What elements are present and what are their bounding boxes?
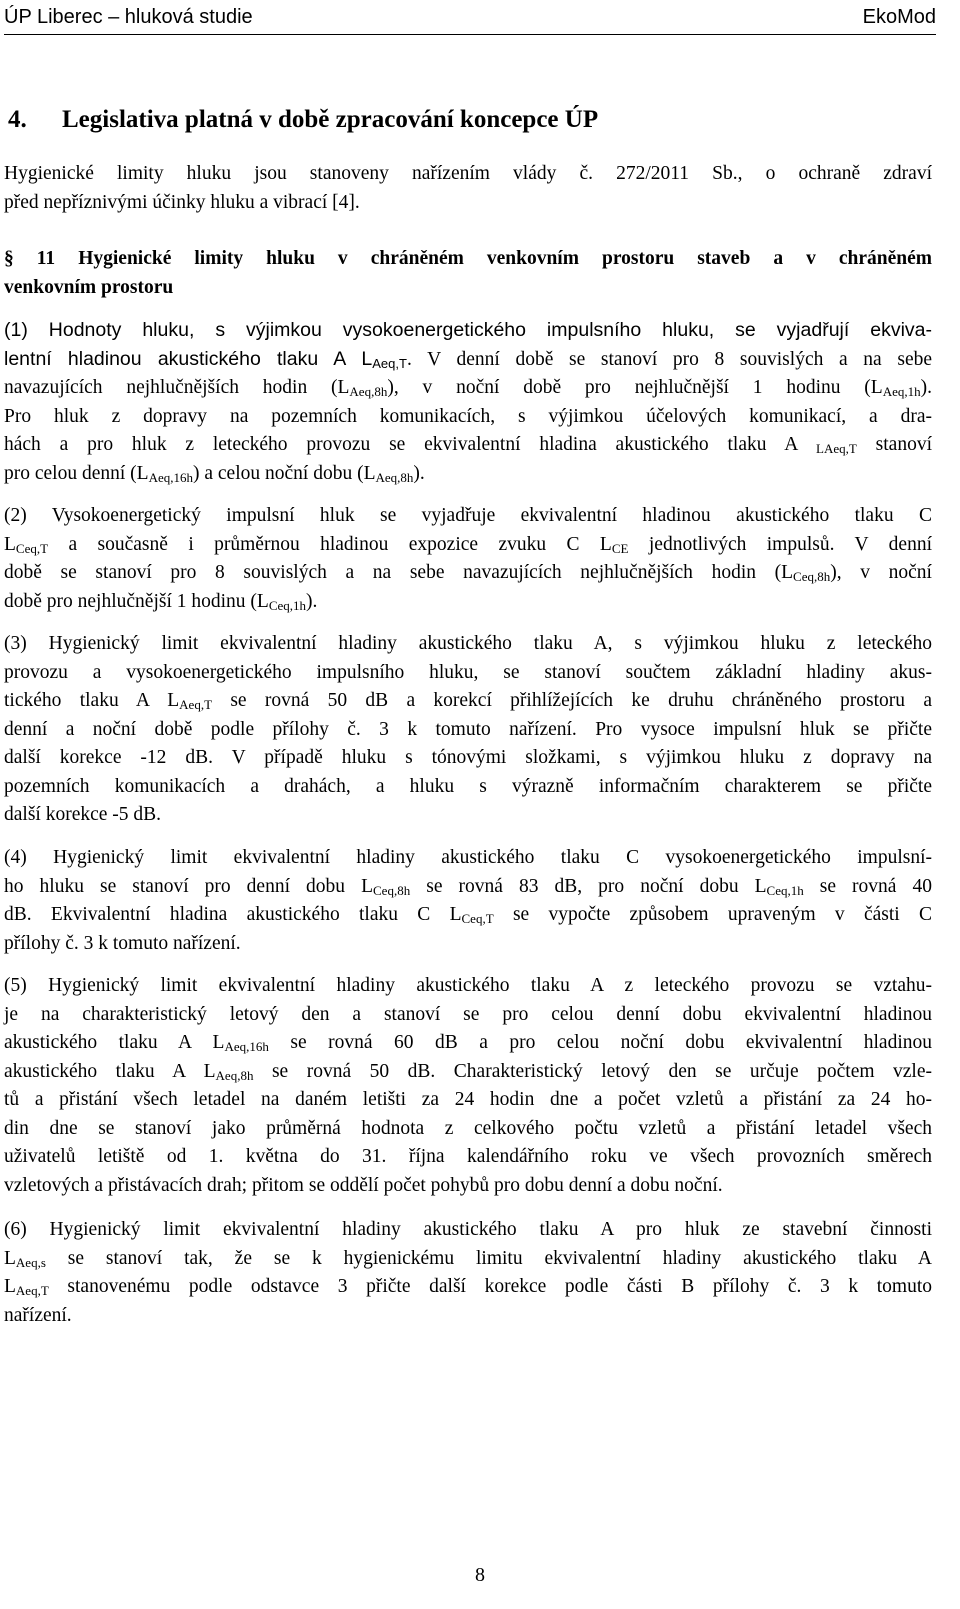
p6-line: nařízení. <box>4 1304 72 1326</box>
p6-line: (6) Hygienický limit ekvivalentní hladiny akustického tlaku A pro hluk ze stavební činnosti <box>4 1219 932 1240</box>
intro-line: před nepříznivými účinky hluku a vibrací [4]. <box>4 191 360 213</box>
p6-line: $L_{Aeq,s}$ se stanoví tak, že se k hygienickému limitu ekvivalentní hladiny akustického tlaku A <box>4 1247 932 1270</box>
p4-line: dB. Ekvivalentní hladina akustického tlaku C $L_{Ceq,T}$ se vypočte způsobem upraveným v části C <box>4 904 933 926</box>
p5-line: je na charakteristický letový den a stanoví se pro celou denní dobu ekvivalentní hladinou <box>4 1003 932 1025</box>
paragraph-4 <box>4 844 932 958</box>
p3-line: denní a noční době podle přílohy č. 3 k tomuto nařízení. Pro vysoce impulsní hluk se přičte <box>4 718 932 740</box>
p5-line: akustického tlaku A $L_{Aeq,8h}$ se rovná 50 dB. Charakteristický letový den se určuje počtem vzle- <box>4 1060 932 1083</box>
p2-line: době pro nejhlučnější 1 hodinu $(L_{Ceq,1h})$. <box>4 590 318 613</box>
p4-line: ho hluku se stanoví pro denní dobu $L_{Ceq,8h}$ se rovná 83 dB, pro noční dobu $L_{Ceq,1h}$ se rovná 40 <box>4 875 932 898</box>
p2-line: (2) Vysokoenergetický impulsní hluk se vyjadřuje ekvivalentní hladinou akustického tlaku C <box>4 505 932 526</box>
p4-line: přílohy č. 3 k tomuto nařízení. <box>4 932 241 954</box>
p6-line: $L_{Aeq,T}$ stanovenému podle odstavce 3 přičte další korekce podle části B přílohy č. 3 k tomuto <box>4 1276 932 1298</box>
header-title: ÚP Liberec – hluková studie <box>4 6 253 28</box>
p2-line: $L_{Ceq,T}$ a současně i průměrnou hladinou expozice zvuku C $L_{CE}$ jednotlivých impulsů. V denní <box>4 533 932 556</box>
heading-number: 4. <box>8 106 27 133</box>
p3-line: tického tlaku A $L_{Aeq,T}$ se rovná 50 dB a korekcí přihlížejících ke druhu chráněného prostoru a <box>4 690 932 712</box>
header-brand: EkoMod <box>862 6 936 28</box>
p5-line: akustického tlaku A $L_{Aeq,16h}$ se rovná 60 dB a pro celou noční dobu ekvivalentní hladinou <box>4 1032 932 1054</box>
p3-line: provozu a vysokoenergetického impulsního hluku, se stanoví součtem základní hladiny akus- <box>4 661 932 683</box>
heading-title: Legislativa platná v době zpracování koncepce ÚP <box>62 106 599 133</box>
p1-line: pro celou denní $(L_{Aeq,16h})$ a celou noční dobu $(L_{Aeq,8h})$. <box>4 462 425 485</box>
p1-line: (1) Hodnoty hluku, s výjimkou vysokoenergetického impulsního hluku, se vyjadřují ekviva- <box>4 319 932 341</box>
section-title-line: venkovním prostoru <box>4 276 174 298</box>
page-header <box>4 4 936 35</box>
intro-paragraph <box>4 160 932 217</box>
paragraph-3 <box>4 630 932 830</box>
section-title-line: § 11 Hygienické limity hluku v chráněném venkovním prostoru staveb a v chráněném <box>4 248 932 269</box>
p1-line: lentní hladinou akustického tlaku A $L_{Aeq,T}$. V denní době se stanoví pro 8 souvislých a na sebe <box>4 347 932 371</box>
paragraph-1 <box>4 316 932 488</box>
page-number: 8 <box>475 1564 485 1586</box>
p3-line: další korekce -12 dB. V případě hluku s tónovými složkami, s výjimkou hluku z dopravy na <box>4 747 932 768</box>
paragraph-section-title <box>4 245 932 302</box>
p4-line: (4) Hygienický limit ekvivalentní hladiny akustického tlaku C vysokoenergetického impulsní- <box>4 847 932 868</box>
p5-line: vzletových a přistávacích drah; přitom se oddělí počet pohybů pro dobu denní a dobu noční. <box>4 1174 723 1196</box>
p3-line: pozemních komunikacích a drahách, a hluku s výrazně informačním charakterem se přičte <box>4 775 932 797</box>
p3-line: (3) Hygienický limit ekvivalentní hladiny akustického tlaku A, s výjimkou hluku z leteckého <box>4 633 932 654</box>
p5-line: din dne se stanoví jako průměrná hodnota z celkového počtu vzletů a přistání letadel všech <box>4 1117 932 1139</box>
p2-line: době se stanoví pro 8 souvislých a na sebe navazujících nejhlučnějších hodin $(L_{Ceq,8h})$, v noční <box>4 562 932 584</box>
p5-line: tů a přistání všech letadel na daném letišti za 24 hodin dne a počet vzletů a přistání za 24 ho- <box>4 1089 932 1110</box>
p3-line: další korekce -5 dB. <box>4 804 162 825</box>
p1-line: Pro hluk z dopravy na pozemních komunikacích, s výjimkou účelových komunikací, a dra- <box>4 405 932 427</box>
intro-line: Hygienické limity hluku jsou stanoveny nařízením vlády č. 272/2011 Sb., o ochraně zdraví <box>4 163 932 184</box>
section-heading <box>8 106 598 134</box>
p5-line: uživatelů letiště od 1. května do 31. října kalendářního roku ve všech provozních směrech <box>4 1146 932 1167</box>
paragraph-2 <box>4 502 932 616</box>
p1-line: hách a pro hluk z leteckého provozu se ekvivalentní hladina akustického tlaku A $_{LAeq,T}$ stanoví <box>4 434 932 456</box>
p1-line: navazujících nejhlučnějších hodin $(L_{Aeq,8h})$, v noční době pro nejhlučnější 1 hodinu $(L_{Aeq,1h})$. <box>4 377 933 399</box>
paragraph-5 <box>4 972 932 1200</box>
p5-line: (5) Hygienický limit ekvivalentní hladiny akustického tlaku A z leteckého provozu se vztahu- <box>4 975 932 996</box>
paragraph-6 <box>4 1216 932 1330</box>
